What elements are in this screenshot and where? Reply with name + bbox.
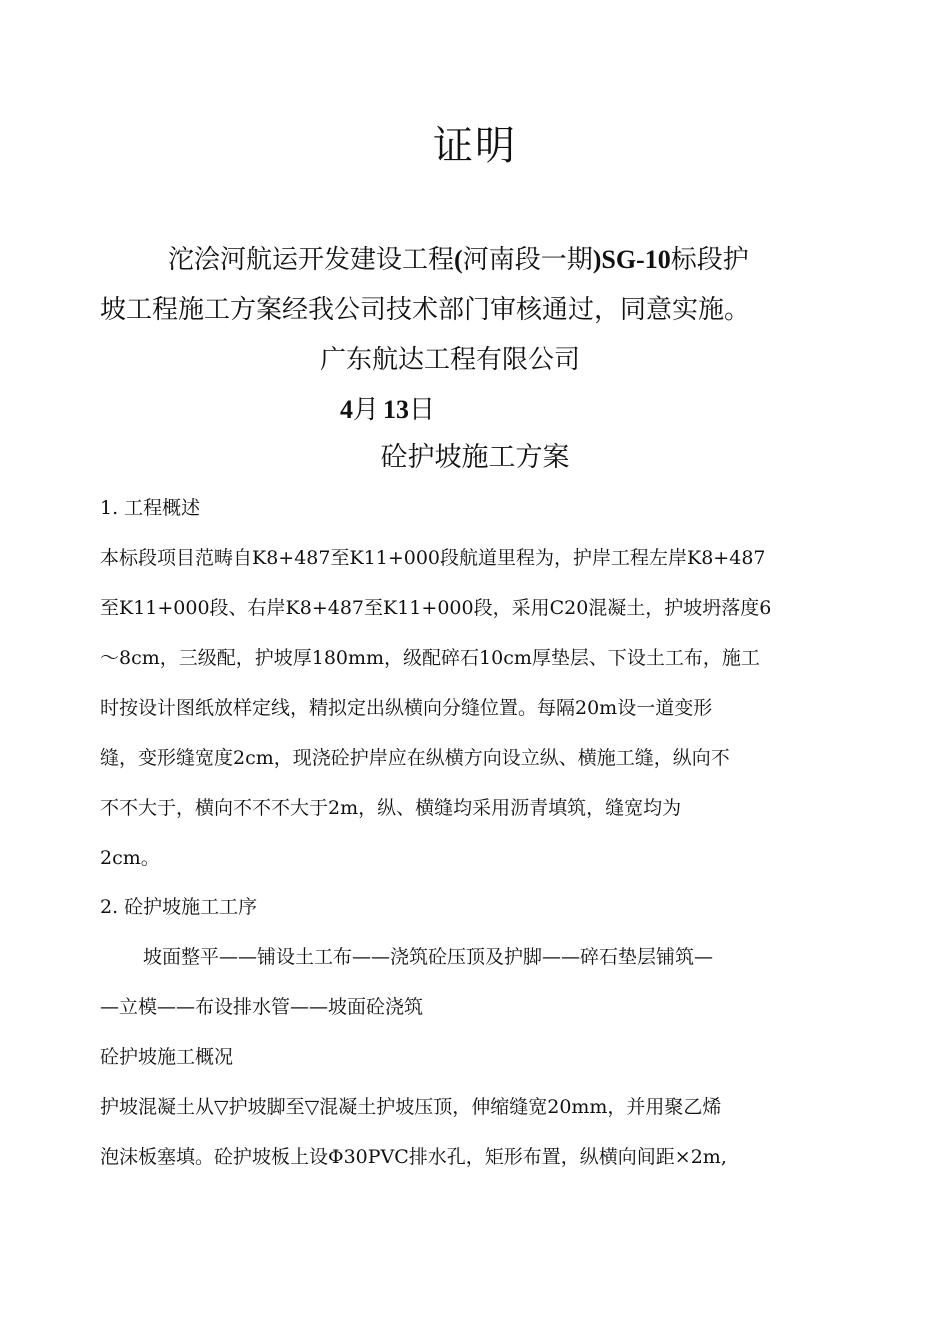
section-2-heading: 2. 砼护坡施工工序 — [100, 896, 258, 918]
section-2-line: 坡面整平——铺设土工布——浇筑砼压顶及护脚——碎石垫层铺筑— — [143, 946, 714, 968]
section-1-line: 时按设计图纸放样定线，精拟定出纵横向分缝位置。每隔20m设一道变形 — [100, 697, 713, 719]
company-name: 广东航达工程有限公司 — [320, 345, 581, 375]
section-1-line: 2cm。 — [100, 847, 160, 869]
section-1-line: 不不大于，横向不不不大于2m，纵、横缝均采用沥青填筑，缝宽均为 — [100, 797, 682, 819]
section-1-line: 至K11+000段、右岸K8+487至K11+000段，采用C20混凝土，护坡坍落度6 — [100, 597, 772, 619]
certificate-paragraph-line-2: 坡工程施工方案经我公司技术部门审核通过，同意实施。 — [100, 295, 751, 325]
section-1-line: 本标段项目范畴自K8+487至K11+000段航道里程为，护岸工程左岸K8+487 — [100, 547, 766, 569]
section-3-heading: 砼护坡施工概况 — [100, 1046, 234, 1068]
certificate-title: 证明 — [433, 123, 517, 169]
section-1-line: 缝，变形缝宽度2cm，现浇砼护岸应在纵横方向设立纵、横施工缝，纵向不 — [100, 747, 730, 769]
certificate-paragraph-line-1: 沱浍河航运开发建设工程(河南段一期)SG-10标段护 — [168, 245, 749, 275]
section-3-line: 护坡混凝土从▽护坡脚至▽混凝土护坡压顶，伸缩缝宽20mm，并用聚乙烯 — [100, 1096, 722, 1118]
section-1-heading: 1. 工程概述 — [100, 497, 201, 519]
section-1-line: ～8cm，三级配，护坡厚180mm，级配碎石10cm厚垫层、下设土工布，施工 — [100, 647, 760, 669]
certificate-date: 4月 13日 — [340, 395, 436, 425]
section-2-line: —立模——布设排水管——坡面砼浇筑 — [100, 996, 424, 1018]
plan-title: 砼护坡施工方案 — [380, 442, 570, 473]
section-3-line: 泡沫板塞填。砼护坡板上设Φ30PVC排水孔，矩形布置，纵横向间距×2m, — [100, 1146, 727, 1168]
